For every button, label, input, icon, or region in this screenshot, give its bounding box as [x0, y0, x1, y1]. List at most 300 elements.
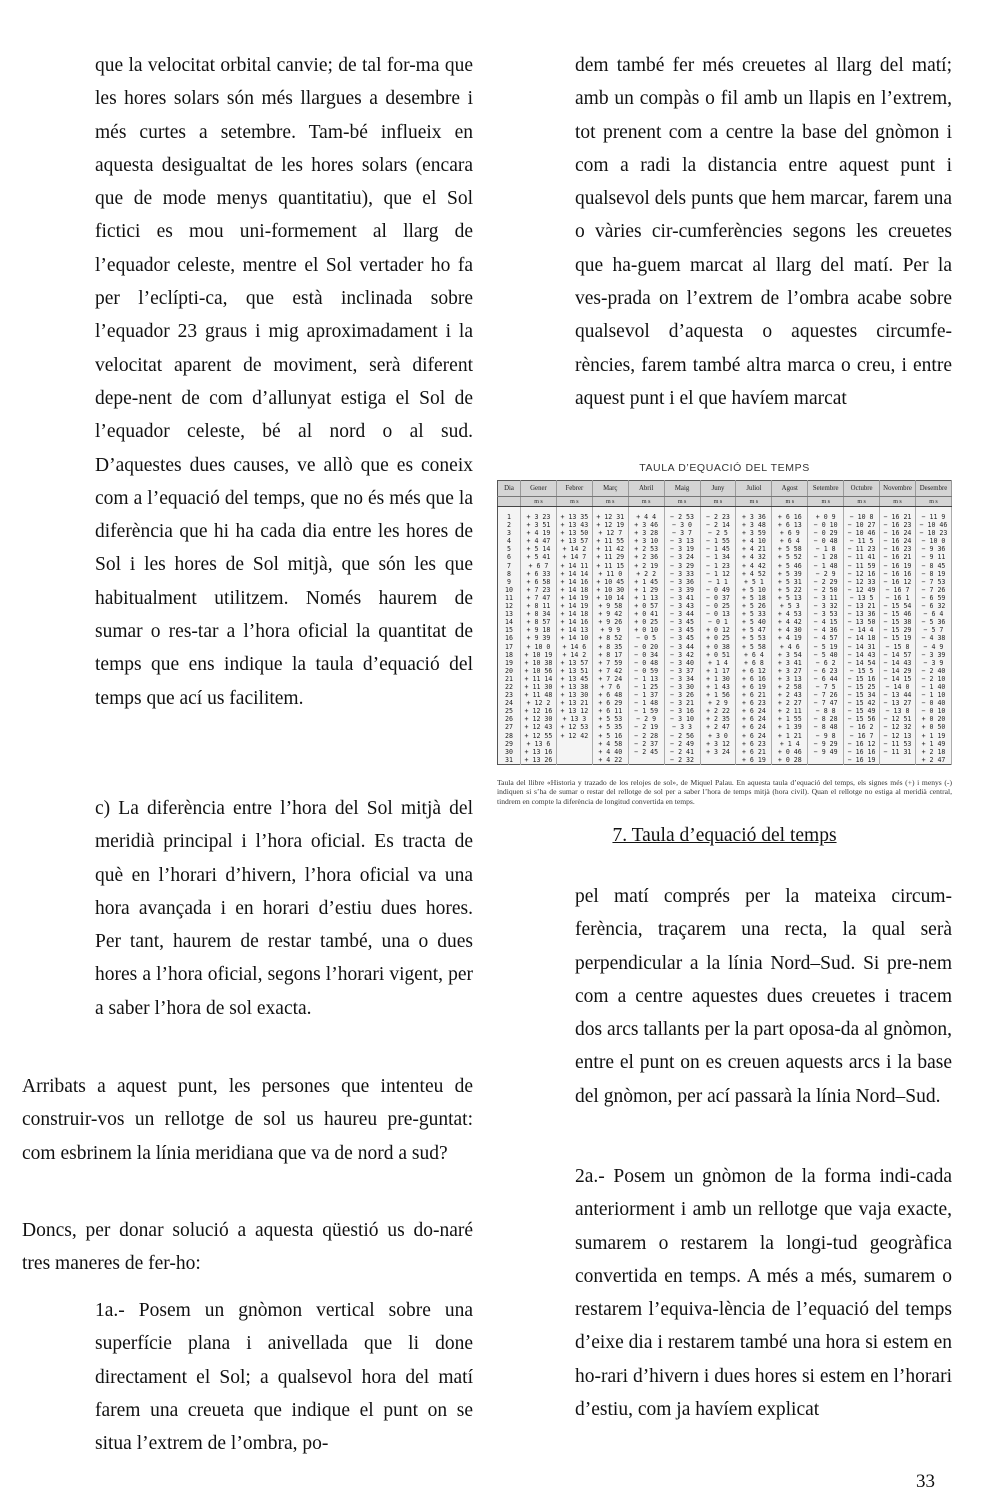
table-cell: + 13 30: [556, 691, 592, 699]
table-cell: + 14 18: [556, 586, 592, 594]
table-cell: − 16 21: [880, 553, 916, 561]
table-cell: + 10 0: [521, 643, 557, 651]
table-cell: − 10 46: [915, 521, 951, 529]
table-cell: − 0 37: [700, 594, 736, 602]
table-cell: + 9 9: [592, 626, 628, 634]
table-cell: + 0 25: [628, 618, 664, 626]
table-unit-header: m s: [880, 497, 916, 507]
table-cell: − 2 56: [664, 732, 700, 740]
table-cell: + 6 19: [736, 683, 772, 691]
table-cell: + 10 14: [592, 594, 628, 602]
table-cell: − 3 43: [664, 602, 700, 610]
table-column-header: Maig: [664, 481, 700, 497]
table-unit-header: m s: [592, 497, 628, 507]
table-cell: − 3 19: [664, 545, 700, 553]
table-cell: + 2 58: [772, 683, 808, 691]
table-cell: − 3 39: [664, 586, 700, 594]
table-cell: − 3 42: [664, 651, 700, 659]
table-cell: + 2 47: [915, 756, 951, 765]
table-cell: − 3 13: [664, 537, 700, 545]
table-cell: + 3 24: [700, 748, 736, 756]
table-cell: + 1 45: [628, 578, 664, 586]
table-day-cell: 12: [498, 602, 521, 610]
table-cell: − 3 32: [808, 602, 844, 610]
left-para-5: 1a.- Posem un gnòmon vertical sobre una superfície plana i anivellada que li done directament el Sol; a qualsevol hora del matí farem una creueta que indique el punt on se situa l’extrem de l’ombra, po-: [95, 1300, 473, 1455]
table-cell: − 16 12: [880, 578, 916, 586]
table-cell: [628, 756, 664, 765]
table-cell: + 12 7: [592, 529, 628, 537]
table-cell: − 3 45: [664, 626, 700, 634]
table-day-cell: 10: [498, 586, 521, 594]
table-column-header: Agost: [772, 481, 808, 497]
table-cell: − 6 44: [808, 675, 844, 683]
table-cell: − 7 26: [808, 691, 844, 699]
table-cell: + 5 31: [772, 578, 808, 586]
table-cell: + 6 7: [521, 562, 557, 570]
table-cell: + 6 48: [592, 691, 628, 699]
table-cell: − 8 19: [915, 570, 951, 578]
table-unit-header: m s: [736, 497, 772, 507]
table-cell: − 8 48: [808, 723, 844, 731]
table-cell: − 5 36: [915, 618, 951, 626]
table-cell: + 2 47: [700, 723, 736, 731]
table-cell: − 14 29: [880, 667, 916, 675]
table-day-cell: 1: [498, 513, 521, 521]
table-cell: − 3 10: [664, 715, 700, 723]
table-cell: + 10 30: [592, 586, 628, 594]
table-cell: + 3 12: [700, 740, 736, 748]
table-cell: + 0 20: [915, 715, 951, 723]
table-cell: − 15 56: [844, 715, 880, 723]
table-cell: + 1 21: [772, 732, 808, 740]
table-row: [498, 602, 952, 610]
table-cell: + 14 6: [556, 643, 592, 651]
table-cell: − 2 41: [664, 748, 700, 756]
table-cell: + 14 18: [556, 610, 592, 618]
table-cell: + 10 38: [521, 659, 557, 667]
table-cell: − 1 48: [628, 699, 664, 707]
table-cell: − 5 7: [915, 626, 951, 634]
table-cell: − 2 37: [628, 740, 664, 748]
table-cell: − 3 16: [664, 707, 700, 715]
table-cell: + 4 47: [521, 537, 557, 545]
table-cell: − 3 41: [664, 594, 700, 602]
table-row: [498, 610, 952, 618]
table-column-header: Febrer: [556, 481, 592, 497]
table-cell: + 5 39: [772, 570, 808, 578]
table-cell: + 13 26: [521, 756, 557, 765]
table-cell: + 5 16: [592, 732, 628, 740]
table-cell: + 12 30: [521, 715, 557, 723]
table-cell: + 14 16: [556, 618, 592, 626]
table-cell: − 3 45: [664, 618, 700, 626]
table-cell: + 0 9: [808, 513, 844, 521]
table-cell: + 13 43: [556, 521, 592, 529]
table-cell: + 13 35: [556, 513, 592, 521]
table-cell: + 5 14: [521, 545, 557, 553]
table-cell: + 8 17: [592, 651, 628, 659]
table-cell: − 9 11: [915, 553, 951, 561]
table-body: [498, 507, 952, 765]
table-cell: − 2 29: [808, 578, 844, 586]
table-cell: + 3 41: [772, 659, 808, 667]
table-day-cell: 15: [498, 626, 521, 634]
table-cell: − 1 25: [628, 683, 664, 691]
table-cell: − 9 29: [808, 740, 844, 748]
table-cell: + 4 53: [772, 610, 808, 618]
table-cell: + 6 13: [772, 521, 808, 529]
table-cell: + 14 13: [556, 626, 592, 634]
table-cell: + 0 41: [628, 610, 664, 618]
table-row: [498, 732, 952, 740]
table-cell: − 2 10: [915, 675, 951, 683]
table-row: [498, 537, 952, 545]
table-cell: − 9 8: [808, 732, 844, 740]
table-cell: − 7 53: [915, 578, 951, 586]
table-cell: − 16 1: [880, 594, 916, 602]
table-cell: + 6 23: [736, 699, 772, 707]
table-unit-header: m s: [664, 497, 700, 507]
table-cell: − 1 37: [628, 691, 664, 699]
table-cell: − 12 33: [844, 578, 880, 586]
table-cell: − 1 12: [700, 570, 736, 578]
table-title: TAULA D’EQUACIÓ DEL TEMPS: [639, 462, 810, 474]
table-cell: + 2 35: [700, 715, 736, 723]
table-cell: + 14 7: [556, 553, 592, 561]
table-cell: + 6 21: [736, 748, 772, 756]
table-day-cell: 28: [498, 732, 521, 740]
table-cell: + 13 45: [556, 675, 592, 683]
table-cell: + 5 26: [736, 602, 772, 610]
table-cell: + 3 23: [521, 513, 557, 521]
table-cell: + 5 3: [772, 602, 808, 610]
table-cell: + 5 33: [736, 610, 772, 618]
table-cell: + 14 2: [556, 545, 592, 553]
table-cell: + 4 32: [736, 553, 772, 561]
table-unit-header: m s: [844, 497, 880, 507]
table-cell: − 1 23: [700, 562, 736, 570]
table-cell: + 6 16: [736, 675, 772, 683]
table-day-cell: 19: [498, 659, 521, 667]
table-unit-header: m s: [556, 497, 592, 507]
table-cell: − 1 55: [700, 537, 736, 545]
table-cell: − 16 16: [880, 570, 916, 578]
table-row: [498, 699, 952, 707]
table-cell: + 14 14: [556, 570, 592, 578]
table-column-header: Juny: [700, 481, 736, 497]
table-cell: + 9 39: [521, 634, 557, 642]
table-cell: − 11 31: [880, 748, 916, 756]
table-cell: + 3 46: [628, 521, 664, 529]
table-cell: − 3 44: [664, 610, 700, 618]
table-cell: − 3 44: [664, 643, 700, 651]
table-cell: − 3 33: [664, 570, 700, 578]
table-cell: − 4 9: [915, 643, 951, 651]
table-cell: + 0 10: [628, 626, 664, 634]
table-row: [498, 618, 952, 626]
table-cell: + 2 2: [628, 570, 664, 578]
table-cell: − 2 40: [915, 667, 951, 675]
table-cell: + 1 4: [772, 740, 808, 748]
table-cell: − 15 46: [880, 610, 916, 618]
table-day-cell: 30: [498, 748, 521, 756]
table-row: [498, 521, 952, 529]
table-cell: − 12 51: [880, 715, 916, 723]
table-cell: − 15 8: [880, 643, 916, 651]
table-cell: − 0 59: [628, 667, 664, 675]
table-cell: + 5 41: [521, 553, 557, 561]
table-cell: + 8 11: [521, 602, 557, 610]
table-cell: + 4 42: [772, 618, 808, 626]
right-para-1: dem també fer més creuetes al llarg del matí; amb un compàs o fil amb un llapis en l’extrem, tot prenent com a centre la base del gnòmon i com a radi la distancia entre aquest punt i qualsevol dels punts que hem marcar, farem una o vàries cir-cumferències segons les creuetes que ha-guem marcat al llarg del matí. Per la ves-prada on l’extrem de l’ombra acabe sobre qualsevol d’aquesta o aquestes circumfe-rències, farem també altra marca o creu, i entre aquest punt i el que havíem marcat: [575, 55, 952, 409]
table-cell: [556, 748, 592, 756]
table-day-cell: 29: [498, 740, 521, 748]
table-cell: − 7 47: [808, 699, 844, 707]
table-cell: + 13 57: [556, 537, 592, 545]
table-column-header: Març: [592, 481, 628, 497]
table-row: [498, 715, 952, 723]
table-cell: + 2 18: [915, 748, 951, 756]
table-cell: − 16 2: [844, 723, 880, 731]
table-cell: + 5 1: [736, 578, 772, 586]
table-cell: − 14 54: [844, 659, 880, 667]
table-cell: − 16 19: [880, 562, 916, 570]
table-cell: + 12 55: [521, 732, 557, 740]
table-cell: + 4 58: [592, 740, 628, 748]
table-cell: + 9 42: [592, 610, 628, 618]
table-cell: + 13 6: [521, 740, 557, 748]
table-cell: + 1 56: [700, 691, 736, 699]
table-cell: + 2 9: [700, 699, 736, 707]
table-cell: + 4 42: [736, 562, 772, 570]
table-cell: − 9 36: [915, 545, 951, 553]
table-day-cell: 4: [498, 537, 521, 545]
table-cell: − 0 49: [700, 586, 736, 594]
table-cell: + 7 6: [592, 683, 628, 691]
table-unit-header: [498, 497, 521, 507]
table-cell: − 0 10: [915, 707, 951, 715]
table-cell: + 5 58: [736, 643, 772, 651]
table-cell: + 1 30: [700, 675, 736, 683]
table-cell: − 1 40: [915, 683, 951, 691]
table-day-cell: 23: [498, 691, 521, 699]
table-cell: − 3 7: [664, 529, 700, 537]
table-cell: + 5 22: [772, 586, 808, 594]
table-cell: + 14 19: [556, 594, 592, 602]
table-cell: + 9 58: [592, 602, 628, 610]
table-cell: − 3 39: [915, 651, 951, 659]
table-cell: + 12 16: [521, 707, 557, 715]
table-row: [498, 683, 952, 691]
left-para-3: Arribats a aquest punt, les persones que intenteu de construir-vos un rellotge de sol us haureu pre-guntat: com esbrinem la línia meridiana que va de nord a sud?: [22, 1076, 473, 1164]
table-cell: − 15 25: [844, 683, 880, 691]
table-cell: + 11 14: [521, 675, 557, 683]
table-cell: − 14 4: [844, 626, 880, 634]
table-cell: + 11 29: [592, 553, 628, 561]
table-row: [498, 707, 952, 715]
table-cell: + 4 10: [736, 537, 772, 545]
table-cell: − 3 3: [664, 723, 700, 731]
table-cell: + 5 46: [772, 562, 808, 570]
table-cell: + 0 57: [628, 602, 664, 610]
table-cell: − 2 9: [808, 570, 844, 578]
table-cell: − 16 24: [880, 529, 916, 537]
table-cell: − 3 45: [664, 634, 700, 642]
table-cell: [808, 756, 844, 765]
table-cell: + 3 0: [700, 732, 736, 740]
table-cell: − 3 26: [664, 691, 700, 699]
table-day-cell: 8: [498, 570, 521, 578]
table-cell: + 7 47: [521, 594, 557, 602]
table-cell: + 11 55: [592, 537, 628, 545]
table-cell: + 0 12: [700, 626, 736, 634]
table-cell: − 13 21: [844, 602, 880, 610]
table-cell: − 16 12: [844, 740, 880, 748]
table-cell: − 6 23: [808, 667, 844, 675]
table-row: [498, 740, 952, 748]
table-day-cell: 27: [498, 723, 521, 731]
table-cell: − 1 13: [628, 675, 664, 683]
table-cell: + 14 16: [556, 578, 592, 586]
table-cell: − 10 8: [844, 513, 880, 521]
table-unit-header: m s: [628, 497, 664, 507]
table-row: [498, 529, 952, 537]
table-cell: + 4 52: [736, 570, 772, 578]
table-cell: − 14 31: [844, 643, 880, 651]
table-cell: + 13 57: [556, 659, 592, 667]
table-cell: + 6 4: [772, 537, 808, 545]
table-cell: + 0 38: [700, 643, 736, 651]
table-cell: + 7 59: [592, 659, 628, 667]
table-cell: + 0 25: [700, 634, 736, 642]
table-cell: + 13 3: [556, 715, 592, 723]
table-row: [498, 748, 952, 756]
table-cell: + 4 40: [592, 748, 628, 756]
table-cell: + 5 13: [772, 594, 808, 602]
table-cell: − 12 49: [844, 586, 880, 594]
table-cell: + 8 52: [592, 634, 628, 642]
table-cell: − 0 1: [700, 618, 736, 626]
table-cell: − 3 30: [664, 683, 700, 691]
table-column-header: Gener: [521, 481, 557, 497]
table-cell: − 0 29: [808, 529, 844, 537]
table-cell: − 13 36: [844, 610, 880, 618]
table-column-header: Setembre: [808, 481, 844, 497]
table-row: [498, 545, 952, 553]
table-cell: − 2 23: [700, 513, 736, 521]
table-cell: − 2 50: [808, 586, 844, 594]
table-column-header: Desembre: [915, 481, 951, 497]
table-cell: + 4 6: [772, 643, 808, 651]
table-cell: − 3 21: [664, 699, 700, 707]
table-cell: + 0 28: [772, 756, 808, 765]
table-cell: − 5 40: [808, 651, 844, 659]
table-cell: − 2 9: [628, 715, 664, 723]
table-cell: + 7 24: [592, 675, 628, 683]
table-day-cell: 22: [498, 683, 521, 691]
table-cell: + 2 27: [772, 699, 808, 707]
table-cell: + 4 22: [592, 756, 628, 765]
table-cell: + 3 10: [628, 537, 664, 545]
table-source-note: Taula del llibre «Historia y trazado de los relojes de sol», de Miquel Palau. En aquesta taula d’equació del temps, els signes més (+) i menys (-) indiquen si s’ha de sumar o restar del rellotge de sol per a saber l’hora de temps mitjà (hora civil). Quan el rellotge no estiga al meridià central, tindrem en compte la diferència de longitud convertida en temps.: [497, 777, 952, 806]
table-cell: − 2 53: [664, 513, 700, 521]
table-cell: + 6 29: [592, 699, 628, 707]
table-cell: − 13 5: [844, 594, 880, 602]
table-cell: + 2 11: [772, 707, 808, 715]
table-cell: + 1 55: [772, 715, 808, 723]
table-cell: − 16 23: [880, 545, 916, 553]
table-cell: + 12 53: [556, 723, 592, 731]
table-cell: − 15 29: [880, 626, 916, 634]
table-unit-header: m s: [521, 497, 557, 507]
table-cell: − 8 8: [808, 707, 844, 715]
table-cell: + 5 53: [736, 634, 772, 642]
table-cell: − 1 10: [915, 691, 951, 699]
table-cell: + 9 26: [592, 618, 628, 626]
table-cell: + 10 19: [521, 651, 557, 659]
table-cell: − 4 38: [915, 634, 951, 642]
table-cell: + 13 51: [556, 667, 592, 675]
table-cell: − 10 0: [915, 537, 951, 545]
table-cell: − 15 42: [844, 699, 880, 707]
table-unit-header: m s: [915, 497, 951, 507]
table-cell: − 0 5: [628, 634, 664, 642]
table-unit-header: m s: [808, 497, 844, 507]
table-cell: + 3 13: [772, 675, 808, 683]
table-cell: + 5 53: [592, 715, 628, 723]
table-cell: + 8 34: [521, 610, 557, 618]
table-cell: + 0 51: [700, 651, 736, 659]
table-cell: − 16 7: [880, 586, 916, 594]
table-cell: − 8 28: [808, 715, 844, 723]
table-cell: − 1 8: [808, 545, 844, 553]
table-cell: + 6 24: [736, 732, 772, 740]
right-para-3: 2a.- Posem un gnòmon de la forma indi-cada anteriorment i amb un rellotge que vaja exacte, sumarem o restarem la longi-tud geogràfica convertida en temps. A més a més, sumarem o restarem l’equiva-lència de l’equació del temps d’eixe dia i restarem també una hora si estem en ho-rari d’hivern i dues hores si estem en l’horari d’estiu, com ja havíem explicat: [575, 1166, 952, 1421]
table-row: [498, 586, 952, 594]
table-cell: − 0 25: [700, 602, 736, 610]
equation-of-time-figure: [497, 456, 952, 806]
table-cell: − 6 2: [808, 659, 844, 667]
table-cell: [700, 756, 736, 765]
table-cell: + 14 2: [556, 651, 592, 659]
table-cell: + 6 9: [772, 529, 808, 537]
table-column-header: Octubre: [844, 481, 880, 497]
table-cell: − 14 43: [844, 651, 880, 659]
table-day-cell: 16: [498, 634, 521, 642]
table-day-cell: 17: [498, 643, 521, 651]
table-cell: − 12 16: [844, 570, 880, 578]
table-row: [498, 578, 952, 586]
table-day-cell: 11: [498, 594, 521, 602]
table-cell: − 2 45: [628, 748, 664, 756]
table-row: [498, 723, 952, 731]
table-day-cell: 31: [498, 756, 521, 765]
table-cell: + 2 43: [772, 691, 808, 699]
table-cell: [880, 756, 916, 765]
table-day-cell: 26: [498, 715, 521, 723]
table-cell: − 16 7: [844, 732, 880, 740]
table-cell: − 11 23: [844, 545, 880, 553]
table-cell: − 0 40: [915, 699, 951, 707]
table-cell: + 1 4: [700, 659, 736, 667]
table-cell: − 11 41: [844, 553, 880, 561]
table-cell: − 16 23: [880, 521, 916, 529]
table-cell: + 4 30: [772, 626, 808, 634]
table-cell: + 4 21: [736, 545, 772, 553]
table-day-cell: 24: [498, 699, 521, 707]
table-cell: − 14 18: [844, 634, 880, 642]
table-column-header: Novembre: [880, 481, 916, 497]
